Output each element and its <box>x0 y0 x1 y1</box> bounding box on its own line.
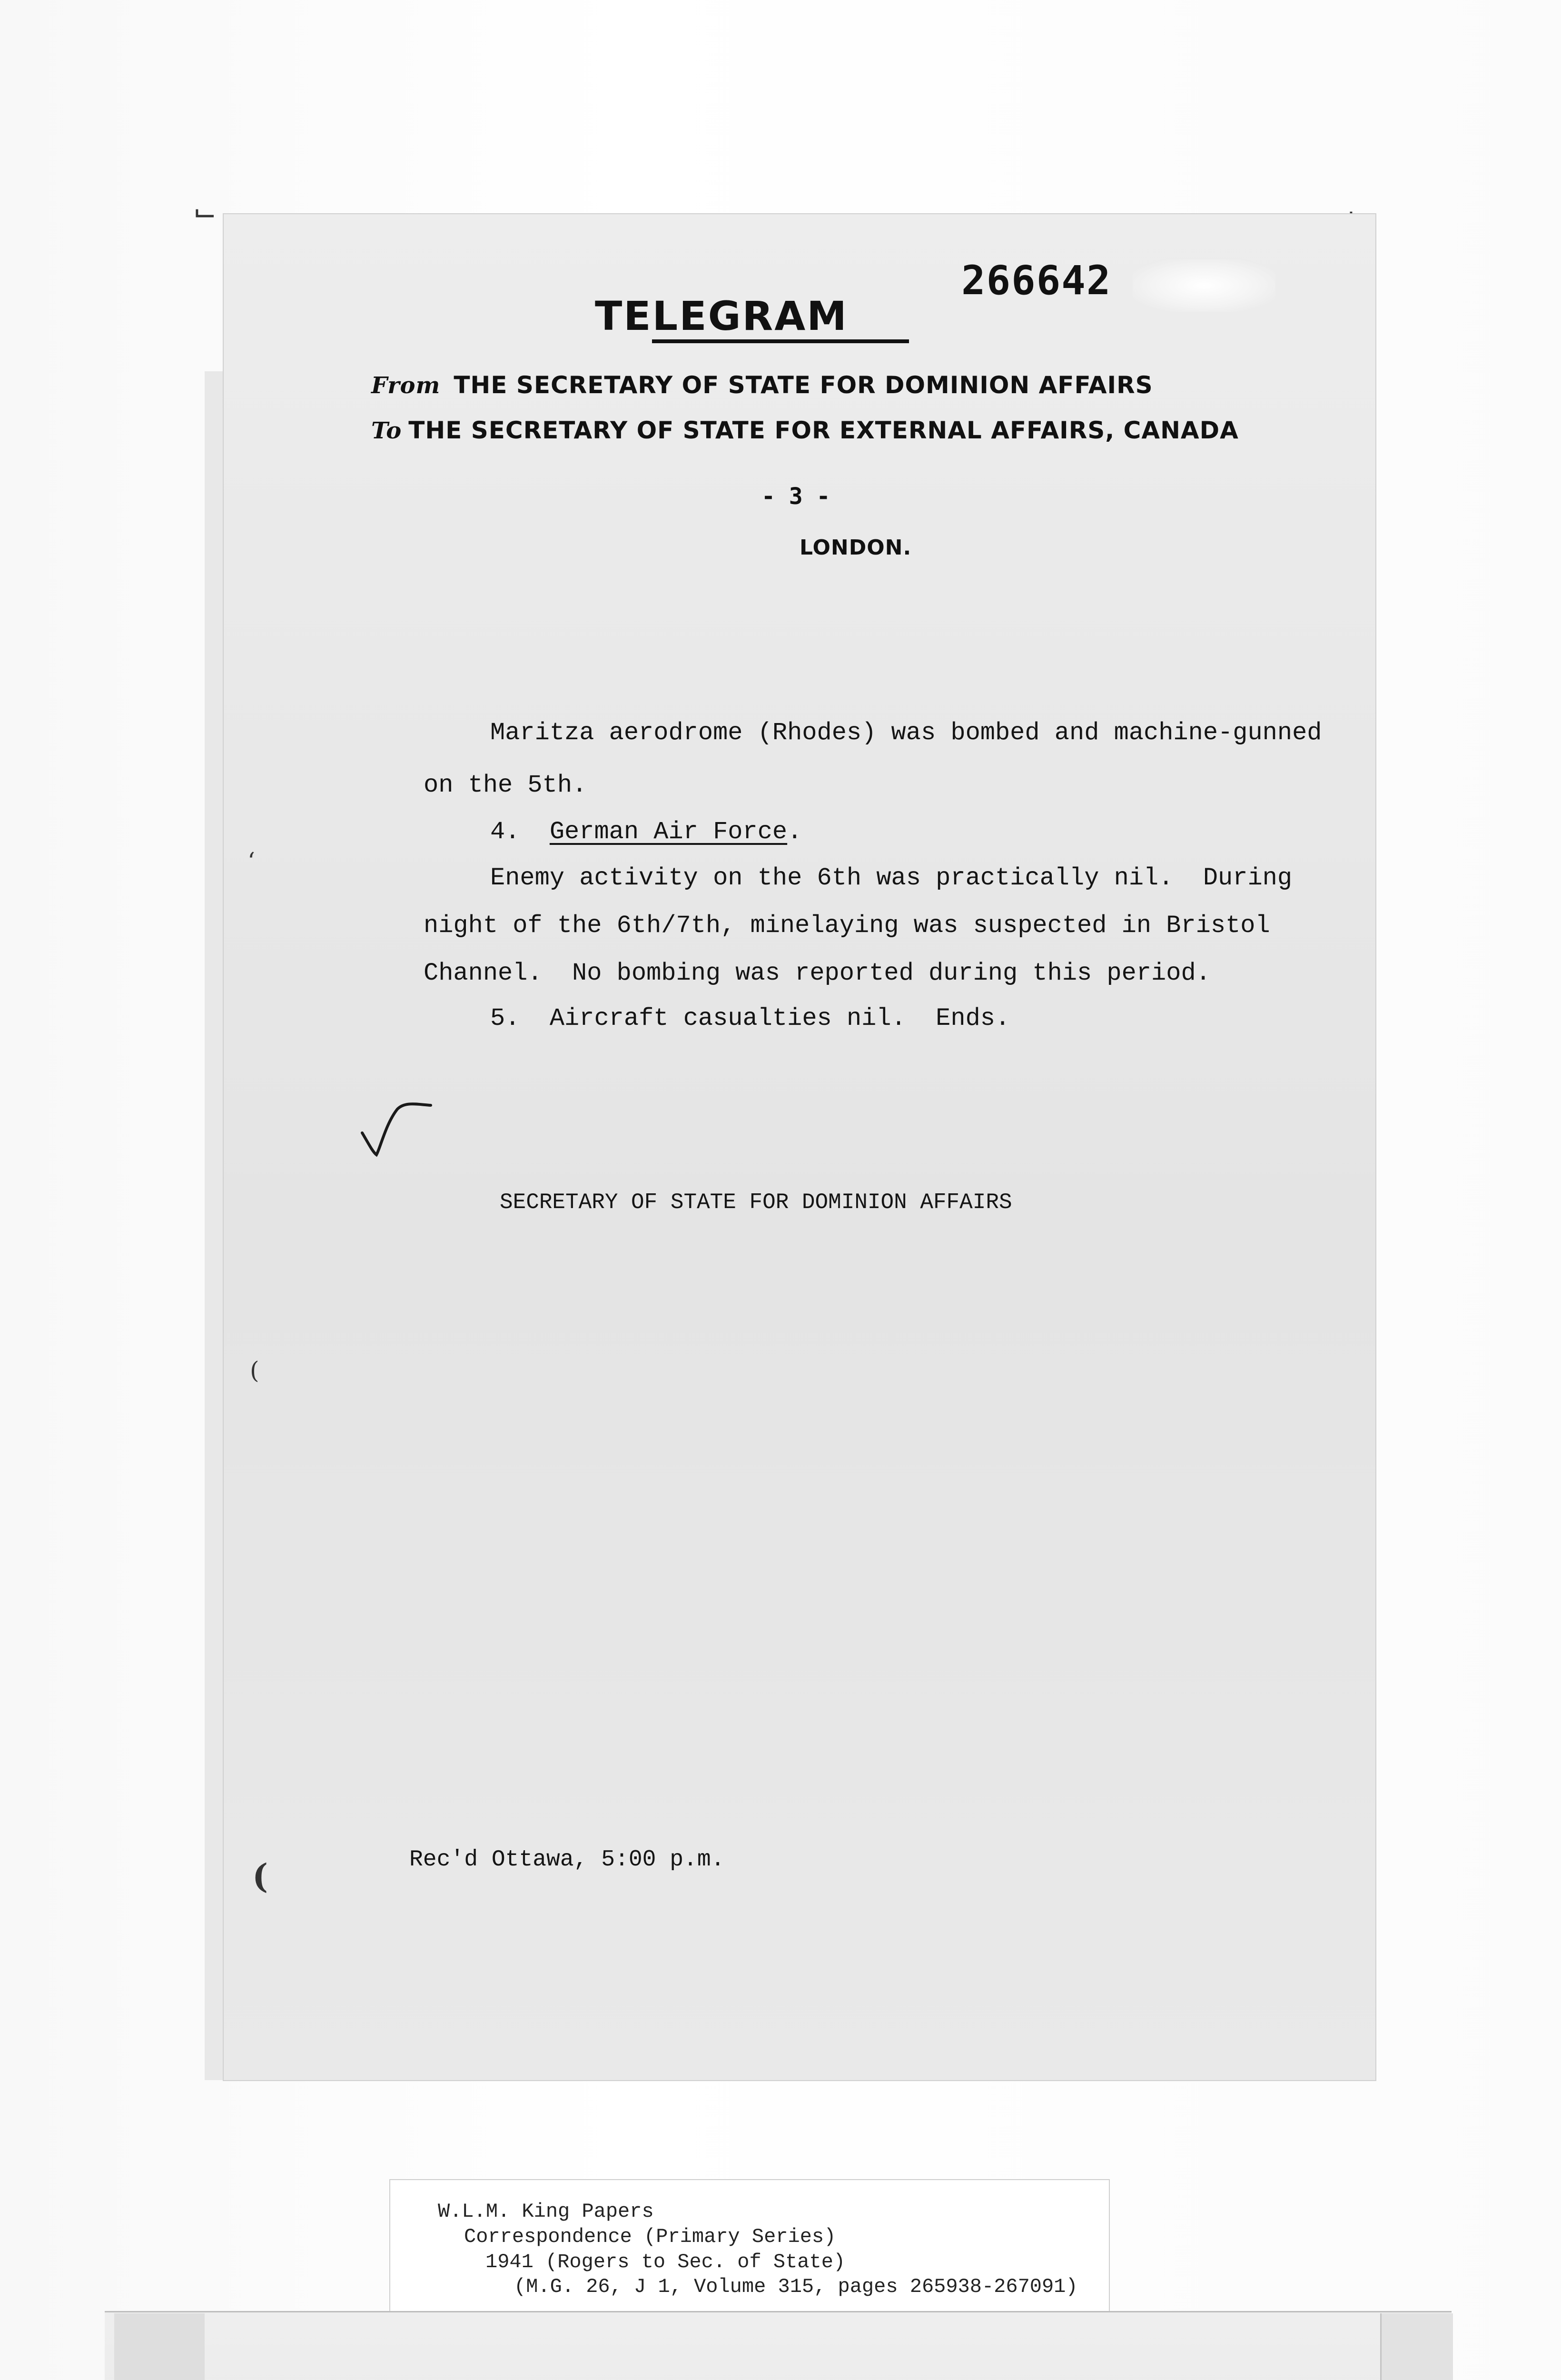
archive-reference-label <box>390 2180 1109 2328</box>
punch-hole-mark: ( <box>250 1357 259 1384</box>
page-number: - 3 - <box>761 483 830 510</box>
to-label: To <box>371 417 402 444</box>
item-4-period: . <box>787 818 802 846</box>
item-5-number: 5. <box>490 1004 520 1032</box>
to-line <box>371 416 1239 444</box>
from-value: THE SECRETARY OF STATE FOR DOMINION AFFAIRS <box>454 371 1153 399</box>
stamp-panel-left-edge <box>114 2313 205 2380</box>
archive-stamp-panel <box>105 2311 1452 2380</box>
handwritten-check-mark <box>359 1095 435 1161</box>
body-line-3: Enemy activity on the 6th was practically nil. During <box>490 864 1293 892</box>
archive-label-line-3: 1941 (Rogers to Sec. of State) <box>485 2251 846 2273</box>
punch-hole-mark: ( <box>252 1856 268 1896</box>
body-line-2: on the 5th. <box>424 771 587 799</box>
from-line <box>371 371 1153 399</box>
serial-number: 266642 <box>961 257 1112 304</box>
item-5-text: Aircraft casualties nil. Ends. <box>549 1004 1010 1032</box>
item-4-number: 4. <box>490 818 520 846</box>
item-4-heading: German Air Force <box>549 818 788 846</box>
received-note: Rec'd Ottawa, 5:00 p.m. <box>409 1847 725 1873</box>
place-of-origin: LONDON. <box>800 536 912 560</box>
archive-label-line-4: (M.G. 26, J 1, Volume 315, pages 265938-267091) <box>514 2275 1078 2298</box>
body-line-4: night of the 6th/7th, minelaying was suspected in Bristol <box>424 912 1270 940</box>
punch-hole-mark: ‘ <box>247 847 255 875</box>
stamp-panel-right-edge <box>1380 2313 1453 2380</box>
title-underline <box>652 339 909 343</box>
body-line-5: Channel. No bombing was reported during this period. <box>424 959 1211 987</box>
stamp-smudge <box>1133 259 1275 312</box>
item-4-line <box>490 818 802 846</box>
archive-label-line-1: W.L.M. King Papers <box>438 2200 654 2223</box>
signature-block: SECRETARY OF STATE FOR DOMINION AFFAIRS <box>500 1190 1012 1215</box>
archive-label-line-2: Correspondence (Primary Series) <box>464 2225 836 2248</box>
document-title: TELEGRAM <box>595 293 848 339</box>
item-5-line <box>490 1004 1010 1032</box>
body-line-1: Maritza aerodrome (Rhodes) was bombed and machine-gunned <box>490 719 1322 747</box>
to-value: THE SECRETARY OF STATE FOR EXTERNAL AFFAIRS, CANADA <box>408 416 1239 444</box>
corner-mark-top-left: ⌙ <box>193 195 217 228</box>
from-label: From <box>371 372 441 399</box>
